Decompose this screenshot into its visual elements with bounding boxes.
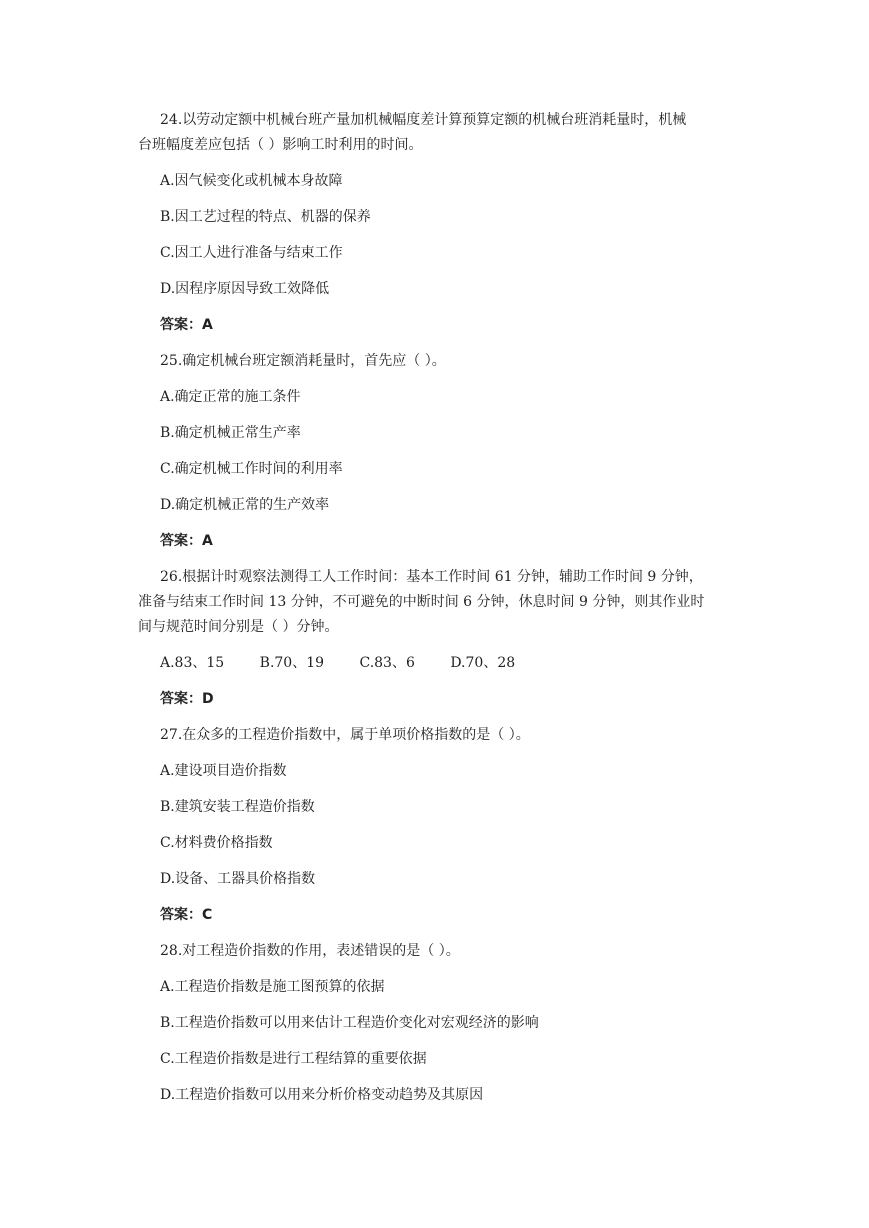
stem-line: 28.对工程造价指数的作用，表述错误的是（ ）。: [160, 943, 460, 959]
answer-24: 答案：A: [160, 317, 213, 333]
option-c: C.确定机械工作时间的利用率: [160, 461, 343, 477]
option-a: A.确定正常的施工条件: [160, 389, 301, 405]
stem-line: 27.在众多的工程造价指数中，属于单项价格指数的是（ ）。: [160, 727, 530, 743]
question-27-stem: [160, 723, 760, 748]
stem-line: 准备与结束工作时间 13 分钟，不可避免的中断时间 6 分钟，休息时间 9 分钟，则其作业时: [138, 594, 705, 610]
question-26-stem: [138, 565, 760, 640]
option-d: D.设备、工器具价格指数: [160, 871, 316, 887]
question-list: [138, 108, 760, 1119]
option-c: C.材料费价格指数: [160, 835, 273, 851]
stem-line: 间与规范时间分别是（ ）分钟。: [138, 619, 339, 635]
option-b: B.70、19: [259, 655, 325, 671]
question-26: [138, 565, 760, 712]
answer-27: 答案：C: [160, 907, 213, 923]
question-24: [138, 108, 760, 338]
option-c: C.83、6: [359, 655, 415, 671]
option-d: D.确定机械正常的生产效率: [160, 497, 330, 513]
option-d: D.70、28: [450, 655, 516, 671]
option-d: D.工程造价指数可以用来分析价格变动趋势及其原因: [160, 1087, 484, 1103]
option-b: B.建筑安装工程造价指数: [160, 799, 315, 815]
answer-25: 答案：A: [160, 533, 213, 549]
stem-line: 26.根据计时观察法测得工人工作时间：基本工作时间 61 分钟，辅助工作时间 9 分钟，: [160, 569, 703, 585]
inline-options: [160, 651, 760, 676]
question-28-stem: [160, 939, 760, 964]
option-d: D.因程序原因导致工效降低: [160, 281, 330, 297]
option-c: C.因工人进行准备与结束工作: [160, 245, 343, 261]
stem-line: 25.确定机械台班定额消耗量时，首先应（ ）。: [160, 353, 446, 369]
question-25: [160, 349, 760, 554]
stem-line: 24.以劳动定额中机械台班产量加机械幅度差计算预算定额的机械台班消耗量时，机械: [160, 112, 687, 128]
option-a: A.工程造价指数是施工图预算的依据: [160, 979, 385, 995]
option-a: A.83、15: [160, 655, 225, 671]
option-a: A.因气候变化或机械本身故障: [160, 173, 343, 189]
question-24-stem: [138, 108, 760, 158]
question-27: [160, 723, 760, 928]
option-c: C.工程造价指数是进行工程结算的重要依据: [160, 1051, 427, 1067]
option-b: B.因工艺过程的特点、机器的保养: [160, 209, 371, 225]
stem-line: 台班幅度差应包括（ ）影响工时利用的时间。: [138, 137, 423, 153]
option-b: B.工程造价指数可以用来估计工程造价变化对宏观经济的影响: [160, 1015, 539, 1031]
question-28: [160, 939, 760, 1108]
option-b: B.确定机械正常生产率: [160, 425, 301, 441]
option-a: A.建设项目造价指数: [160, 763, 287, 779]
answer-26: 答案：D: [160, 691, 214, 707]
question-25-stem: [160, 349, 760, 374]
